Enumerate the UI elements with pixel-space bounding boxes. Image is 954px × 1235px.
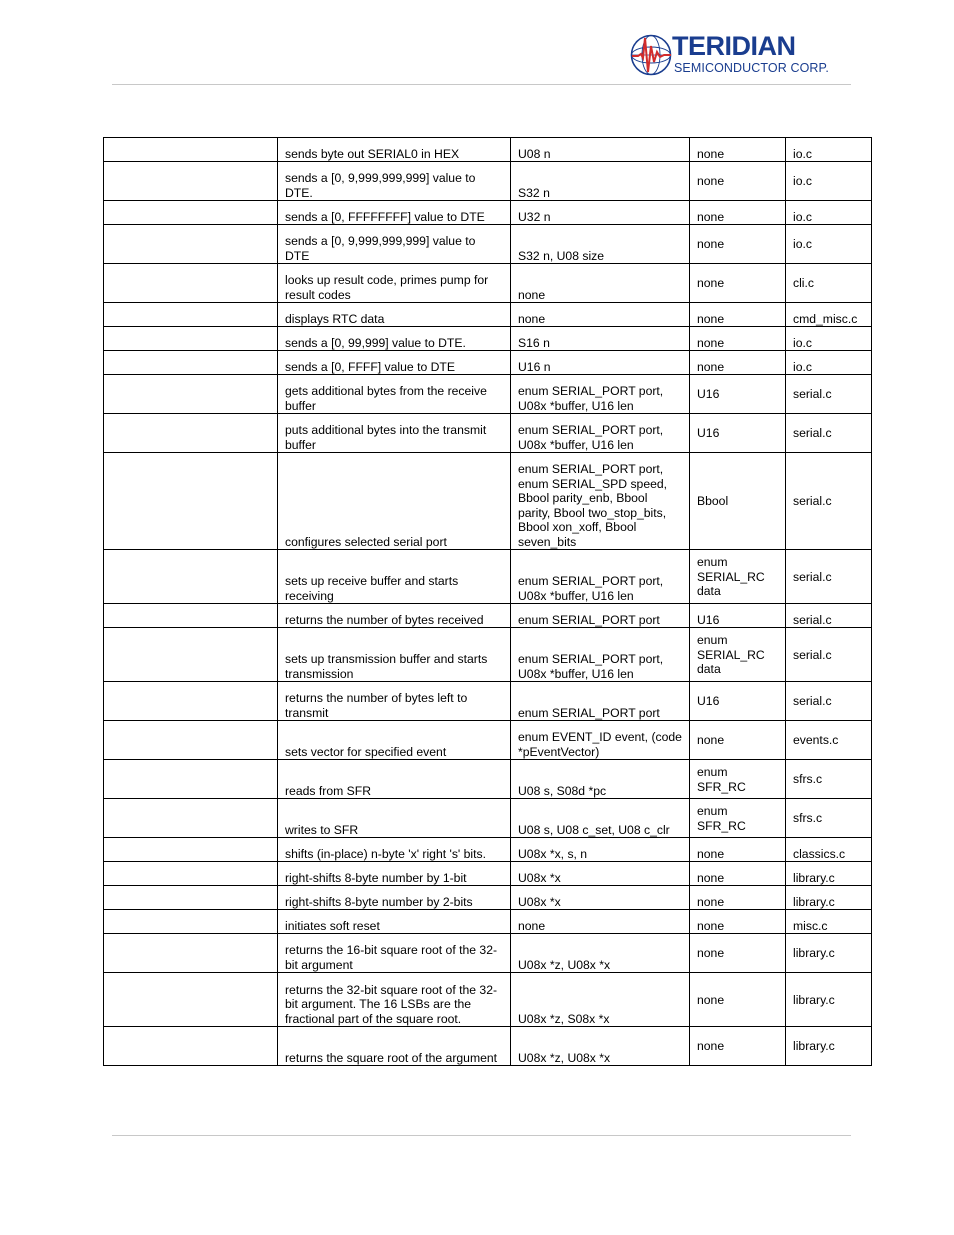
cell-file: io.c (786, 225, 872, 264)
cell-return: none (690, 225, 786, 264)
cell-name (104, 910, 278, 934)
table-row (104, 886, 872, 910)
table-row (104, 351, 872, 375)
cell-description: returns the number of bytes left to transmit (278, 682, 511, 721)
cell-description: shifts (in-place) n-byte 'x' right 's' bits. (278, 838, 511, 862)
cell-arguments: none (511, 910, 690, 934)
cell-return: none (690, 327, 786, 351)
cell-file: serial.c (786, 414, 872, 453)
cell-description: sets vector for specified event (278, 721, 511, 760)
cell-file: library.c (786, 934, 872, 973)
table-row (104, 934, 872, 973)
cell-return: none (690, 910, 786, 934)
cell-file: misc.c (786, 910, 872, 934)
cell-file: serial.c (786, 453, 872, 550)
cell-name (104, 973, 278, 1027)
cell-description: sends a [0, 99,999] value to DTE. (278, 327, 511, 351)
table-row (104, 453, 872, 550)
table-row (104, 1027, 872, 1066)
cell-description: initiates soft reset (278, 910, 511, 934)
cell-description: sets up transmission buffer and starts transmission (278, 628, 511, 682)
table-row (104, 862, 872, 886)
cell-arguments: U08 n (511, 138, 690, 162)
table-row (104, 225, 872, 264)
table-row (104, 264, 872, 303)
cell-arguments: U08 s, S08d *pc (511, 760, 690, 799)
cell-return: none (690, 201, 786, 225)
table-row (104, 628, 872, 682)
cell-name (104, 862, 278, 886)
cell-file: serial.c (786, 604, 872, 628)
function-table (103, 137, 872, 1066)
cell-name (104, 453, 278, 550)
cell-description: configures selected serial port (278, 453, 511, 550)
cell-arguments: none (511, 303, 690, 327)
cell-name (104, 799, 278, 838)
cell-arguments: enum SERIAL_PORT port, U08x *buffer, U16 len (511, 550, 690, 604)
cell-name (104, 351, 278, 375)
cell-name (104, 303, 278, 327)
cell-name (104, 264, 278, 303)
cell-file: cli.c (786, 264, 872, 303)
cell-name (104, 225, 278, 264)
table-row (104, 973, 872, 1027)
cell-file: library.c (786, 973, 872, 1027)
header-divider (112, 84, 851, 85)
table-row (104, 201, 872, 225)
cell-file: io.c (786, 327, 872, 351)
cell-arguments: U32 n (511, 201, 690, 225)
table-row (104, 760, 872, 799)
cell-return: none (690, 264, 786, 303)
cell-arguments: S16 n (511, 327, 690, 351)
cell-file: io.c (786, 138, 872, 162)
cell-name (104, 327, 278, 351)
cell-description: sets up receive buffer and starts receiving (278, 550, 511, 604)
cell-name (104, 886, 278, 910)
cell-return: U16 (690, 682, 786, 721)
cell-return: none (690, 351, 786, 375)
company-logo (630, 32, 830, 78)
cell-return: none (690, 138, 786, 162)
logo-name: TERIDIAN (672, 31, 796, 61)
cell-description: puts additional bytes into the transmit buffer (278, 414, 511, 453)
cell-description: looks up result code, primes pump for result codes (278, 264, 511, 303)
cell-arguments: U08 s, U08 c_set, U08 c_clr (511, 799, 690, 838)
cell-file: library.c (786, 862, 872, 886)
cell-name (104, 1027, 278, 1066)
cell-return: none (690, 838, 786, 862)
table-row (104, 162, 872, 201)
cell-return: enum SERIAL_RC data (690, 550, 786, 604)
cell-file: serial.c (786, 550, 872, 604)
cell-arguments: enum SERIAL_PORT port, U08x *buffer, U16 len (511, 414, 690, 453)
cell-return: none (690, 162, 786, 201)
cell-return: U16 (690, 375, 786, 414)
cell-file: library.c (786, 1027, 872, 1066)
cell-return: none (690, 862, 786, 886)
cell-return: none (690, 973, 786, 1027)
cell-arguments: enum SERIAL_PORT port, U08x *buffer, U16 len (511, 628, 690, 682)
cell-return: none (690, 1027, 786, 1066)
cell-return: U16 (690, 604, 786, 628)
cell-arguments: enum SERIAL_PORT port, enum SERIAL_SPD speed, Bbool parity_enb, Bbool parity, Bbool two_stop_bits, Bbool xon_xoff, Bbool seven_bits (511, 453, 690, 550)
cell-file: cmd_misc.c (786, 303, 872, 327)
cell-name (104, 838, 278, 862)
cell-description: returns the number of bytes received (278, 604, 511, 628)
cell-description: returns the square root of the argument (278, 1027, 511, 1066)
cell-description: right-shifts 8-byte number by 1-bit (278, 862, 511, 886)
cell-name (104, 604, 278, 628)
cell-arguments: U08x *z, U08x *x (511, 934, 690, 973)
cell-arguments: enum SERIAL_PORT port (511, 682, 690, 721)
cell-description: sends a [0, FFFFFFFF] value to DTE (278, 201, 511, 225)
table-row (104, 550, 872, 604)
cell-arguments: S32 n (511, 162, 690, 201)
cell-file: serial.c (786, 628, 872, 682)
table-row (104, 303, 872, 327)
cell-description: gets additional bytes from the receive buffer (278, 375, 511, 414)
cell-arguments: enum SERIAL_PORT port, U08x *buffer, U16 len (511, 375, 690, 414)
cell-name (104, 414, 278, 453)
table-row (104, 414, 872, 453)
cell-name (104, 138, 278, 162)
table-row (104, 327, 872, 351)
cell-arguments: U08x *x, s, n (511, 838, 690, 862)
cell-arguments: U08x *x (511, 886, 690, 910)
cell-file: sfrs.c (786, 760, 872, 799)
cell-file: io.c (786, 201, 872, 225)
table-row (104, 604, 872, 628)
cell-file: classics.c (786, 838, 872, 862)
cell-return: none (690, 721, 786, 760)
cell-file: serial.c (786, 682, 872, 721)
cell-file: io.c (786, 162, 872, 201)
table-row (104, 682, 872, 721)
cell-return: enum SFR_RC (690, 760, 786, 799)
cell-return: U16 (690, 414, 786, 453)
footer-divider (112, 1135, 851, 1136)
table-row (104, 910, 872, 934)
cell-description: returns the 16-bit square root of the 32-bit argument (278, 934, 511, 973)
cell-file: serial.c (786, 375, 872, 414)
cell-name (104, 760, 278, 799)
cell-description: reads from SFR (278, 760, 511, 799)
cell-arguments: U08x *z, U08x *x (511, 1027, 690, 1066)
cell-description: returns the 32-bit square root of the 32-bit argument. The 16 LSBs are the fractional part of the square root. (278, 973, 511, 1027)
cell-arguments: U08x *x (511, 862, 690, 886)
cell-arguments: S32 n, U08 size (511, 225, 690, 264)
cell-return: enum SFR_RC (690, 799, 786, 838)
cell-name (104, 375, 278, 414)
cell-file: library.c (786, 886, 872, 910)
cell-name (104, 682, 278, 721)
cell-description: sends a [0, 9,999,999,999] value to DTE. (278, 162, 511, 201)
table-row (104, 721, 872, 760)
cell-name (104, 201, 278, 225)
cell-description: displays RTC data (278, 303, 511, 327)
cell-description: right-shifts 8-byte number by 2-bits (278, 886, 511, 910)
cell-return: enum SERIAL_RC data (690, 628, 786, 682)
cell-description: sends a [0, 9,999,999,999] value to DTE (278, 225, 511, 264)
cell-file: sfrs.c (786, 799, 872, 838)
table-row (104, 375, 872, 414)
cell-name (104, 162, 278, 201)
cell-return: Bbool (690, 453, 786, 550)
cell-description: sends a [0, FFFF] value to DTE (278, 351, 511, 375)
cell-arguments: U16 n (511, 351, 690, 375)
cell-return: none (690, 303, 786, 327)
cell-name (104, 934, 278, 973)
cell-arguments: none (511, 264, 690, 303)
cell-return: none (690, 934, 786, 973)
cell-arguments: enum SERIAL_PORT port (511, 604, 690, 628)
cell-name (104, 550, 278, 604)
waveform-globe-icon (630, 32, 674, 78)
cell-arguments: enum EVENT_ID event, (code *pEventVector) (511, 721, 690, 760)
cell-file: events.c (786, 721, 872, 760)
table-row (104, 838, 872, 862)
table-row (104, 138, 872, 162)
table-row (104, 799, 872, 838)
cell-arguments: U08x *z, S08x *x (511, 973, 690, 1027)
cell-return: none (690, 886, 786, 910)
cell-description: sends byte out SERIAL0 in HEX (278, 138, 511, 162)
cell-description: writes to SFR (278, 799, 511, 838)
cell-file: io.c (786, 351, 872, 375)
function-table-body (104, 138, 872, 1066)
cell-name (104, 628, 278, 682)
cell-name (104, 721, 278, 760)
logo-subtitle: SEMICONDUCTOR CORP. (674, 61, 829, 75)
